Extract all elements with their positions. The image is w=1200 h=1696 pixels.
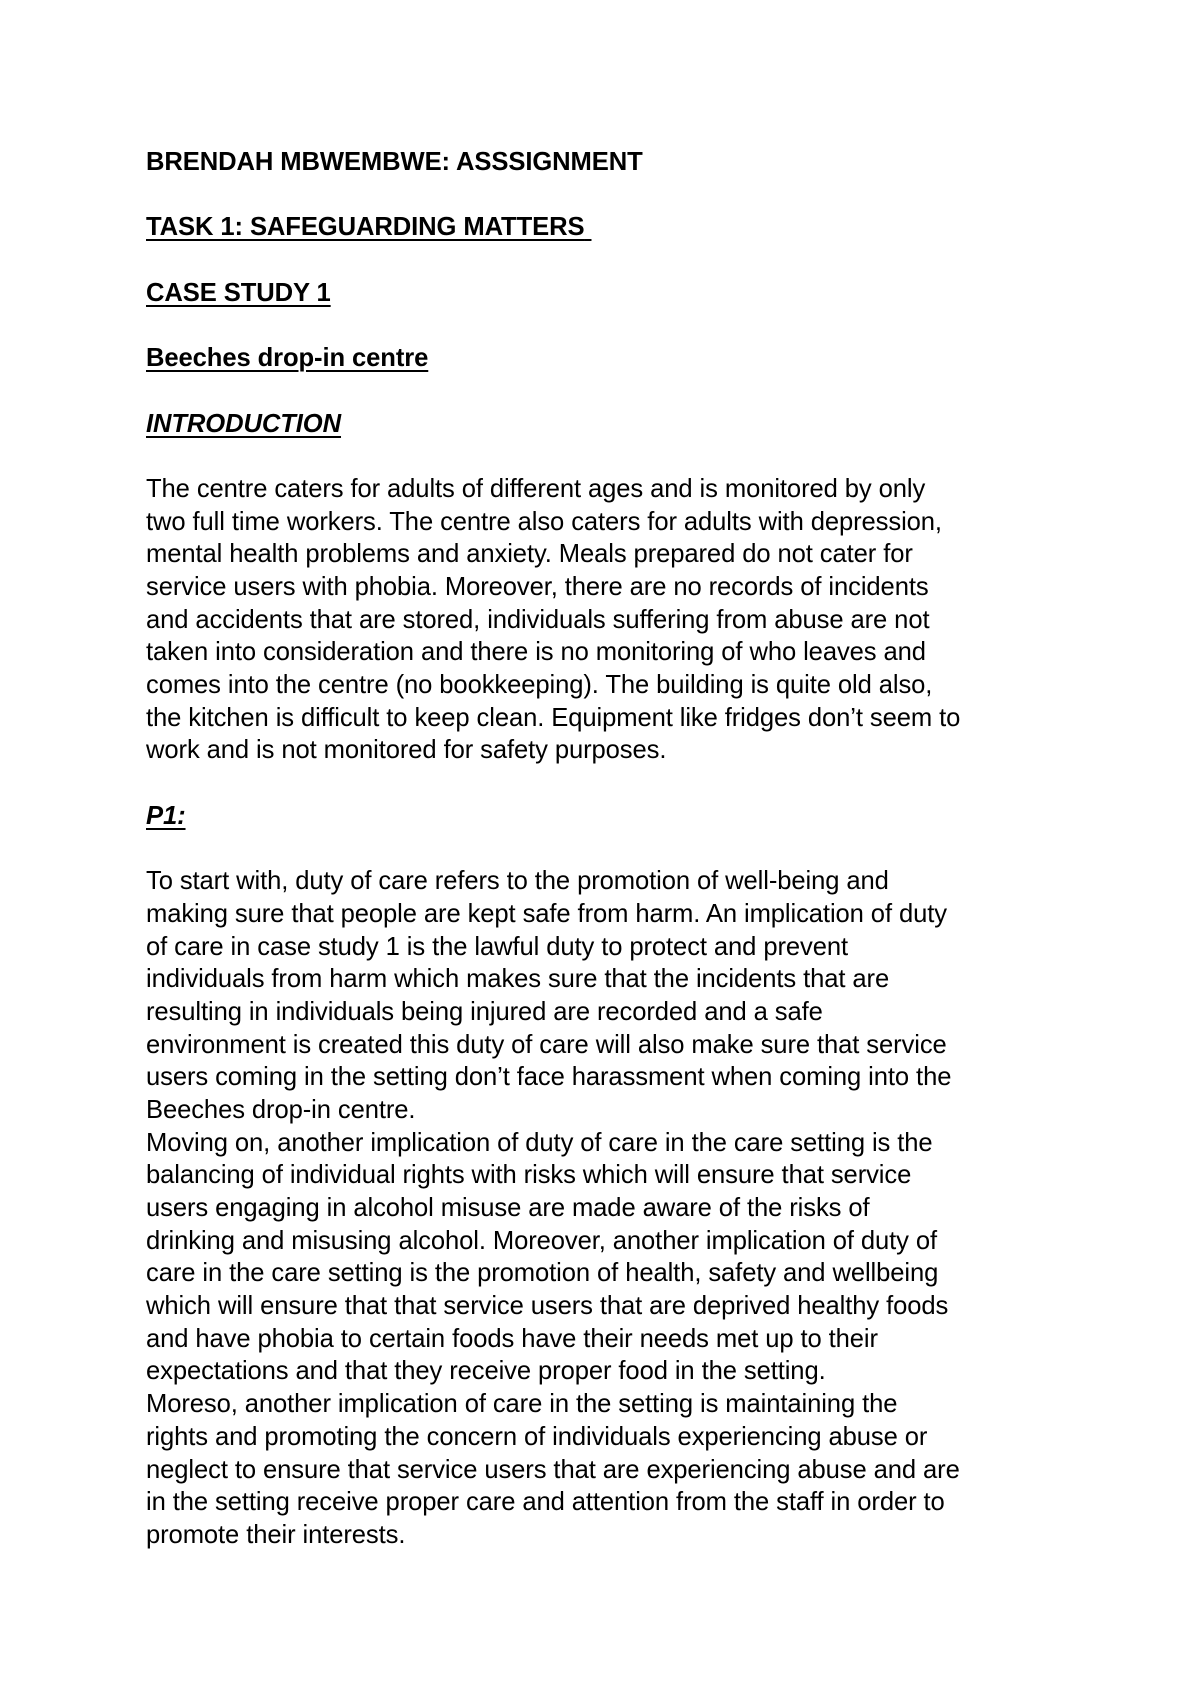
intro-line: The centre caters for adults of different ages and is monitored by only (146, 474, 926, 503)
p1-line: To start with, duty of care refers to the promotion of well-being and (146, 867, 889, 896)
introduction-paragraph (146, 473, 1076, 767)
p1-line: balancing of individual rights with risks which will ensure that service (146, 1161, 912, 1190)
introduction-heading (146, 408, 1076, 441)
intro-line: the kitchen is difficult to keep clean. Equipment like fridges don’t seem to (146, 703, 961, 732)
p1-heading (146, 800, 1076, 833)
document-title: BRENDAH MBWEMBWE: ASSSIGNMENT (146, 148, 643, 176)
p1-line: individuals from harm which makes sure that the incidents that are (146, 965, 890, 994)
intro-line: mental health problems and anxiety. Meals prepared do not cater for (146, 540, 913, 569)
intro-line: two full time workers. The centre also caters for adults with depression, (146, 507, 942, 536)
centre-heading (146, 342, 1076, 375)
p1-line: and have phobia to certain foods have their needs met up to their (146, 1324, 878, 1353)
intro-line: comes into the centre (no bookkeeping). The building is quite old also, (146, 671, 933, 699)
p1-line: which will ensure that that service users that are deprived healthy foods (146, 1292, 949, 1321)
p1-line: neglect to ensure that service users that are experiencing abuse and are (146, 1455, 960, 1484)
p1-heading-text: P1: (146, 801, 186, 830)
p1-line: expectations and that they receive proper food in the setting. (146, 1357, 826, 1386)
introduction-heading-text: INTRODUCTION (146, 409, 342, 438)
p1-line: drinking and misusing alcohol. Moreover, another implication of duty of (146, 1226, 938, 1255)
p1-line: making sure that people are kept safe from harm. An implication of duty (146, 899, 947, 928)
intro-line: service users with phobia. Moreover, there are no records of incidents (146, 572, 929, 601)
p1-line: environment is created this duty of care will also make sure that service (146, 1030, 947, 1059)
p1-line: users coming in the setting don’t face harassment when coming into the (146, 1063, 952, 1092)
p1-line: resulting in individuals being injured are recorded and a safe (146, 997, 823, 1026)
task-heading-text: TASK 1: SAFEGUARDING MATTERS (146, 213, 585, 242)
p1-line: promote their interests. (146, 1520, 406, 1549)
document-body (146, 146, 1076, 1552)
p1-line: users engaging in alcohol misuse are made aware of the risks of (146, 1194, 870, 1222)
centre-heading-text: Beeches drop-in centre (146, 344, 429, 373)
p1-line: of care in case study 1 is the lawful duty to protect and prevent (146, 932, 848, 961)
p1-paragraph (146, 865, 1076, 1551)
case-study-heading (146, 277, 1076, 310)
p1-line: in the setting receive proper care and attention from the staff in order to (146, 1488, 945, 1517)
p1-line: rights and promoting the concern of individuals experiencing abuse or (146, 1422, 928, 1451)
intro-line: work and is not monitored for safety purposes. (146, 736, 667, 765)
case-study-heading-text: CASE STUDY 1 (146, 278, 331, 307)
task-heading (146, 211, 1076, 244)
p1-line: care in the care setting is the promotion of health, safety and wellbeing (146, 1259, 939, 1288)
p1-line: Moreso, another implication of care in the setting is maintaining the (146, 1390, 898, 1419)
intro-line: and accidents that are stored, individuals suffering from abuse are not (146, 605, 930, 634)
intro-line: taken into consideration and there is no monitoring of who leaves and (146, 638, 926, 667)
p1-line: Moving on, another implication of duty of care in the care setting is the (146, 1128, 933, 1157)
p1-line: Beeches drop-in centre. (146, 1095, 416, 1124)
